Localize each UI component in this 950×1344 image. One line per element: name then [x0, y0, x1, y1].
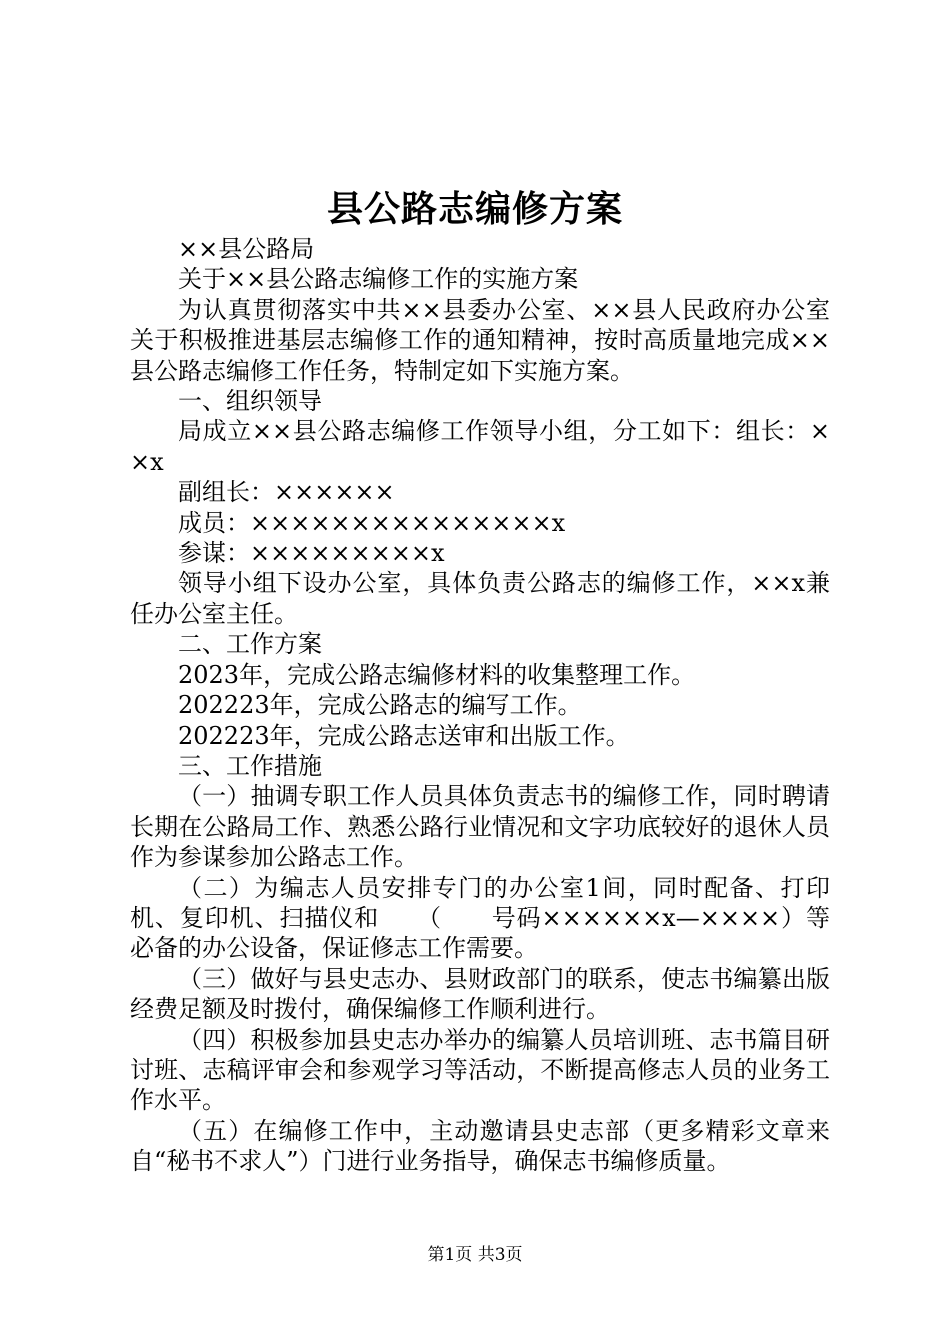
paragraph-plan-step-2: 202223年，完成公路志的编写工作。 [178, 691, 582, 720]
paragraph-intro: 为认真贯彻落实中共××县委办公室、××县人民政府办公室关于积极推进基层志编修工作的通知精神，按时高质量地完成××县公路志编修工作任务，特制定如下实施方案。 [130, 295, 830, 385]
paragraph-measure-3: （三）做好与县史志办、县财政部门的联系，使志书编纂出版经费足额及时拨付，确保编修工作顺利进行。 [130, 964, 830, 1024]
page-number-footer: 第1页 共3页 [427, 1245, 523, 1265]
document-title: 县公路志编修方案 [326, 188, 623, 230]
section-heading-work-plan: 二、工作方案 [178, 630, 322, 659]
paragraph-plan-step-1: 2023年，完成公路志编修材料的收集整理工作。 [178, 660, 696, 689]
paragraph-deputy-leader: 副组长：×××××× [178, 478, 395, 507]
paragraph-measure-2: （二）为编志人员安排专门的办公室1间，同时配备、打印机、复印机、扫描仪和 （ 号码××××××x—××××）等必备的办公设备，保证修志工作需要。 [130, 873, 830, 963]
document-body [130, 234, 830, 1177]
paragraph-members: 成员：×××××××××××××××x [178, 508, 566, 537]
paragraph-office: 领导小组下设办公室，具体负责公路志的编修工作，××x兼任办公室主任。 [130, 569, 830, 628]
paragraph-measure-1: （一）抽调专职工作人员具体负责志书的编修工作，同时聘请长期在公路局工作、熟悉公路行业情况和文字功底较好的退休人员作为参谋参加公路志工作。 [130, 782, 830, 872]
paragraph-subtitle: 关于××县公路志编修工作的实施方案 [178, 265, 579, 294]
paragraph-advisors: 参谋：×××××××××x [178, 539, 445, 568]
section-heading-measures: 三、工作措施 [178, 751, 322, 780]
paragraph-measure-5: （五）在编修工作中，主动邀请县史志部（更多精彩文章来自“秘书不求人”）门进行业务指导，确保志书编修质量。 [130, 1116, 830, 1176]
paragraph-measure-4: （四）积极参加县史志办举办的编纂人员培训班、志书篇目研讨班、志稿评审会和参观学习等活动，不断提高修志人员的业务工作水平。 [130, 1025, 830, 1115]
paragraph-issuer: ××县公路局 [178, 235, 315, 263]
paragraph-plan-step-3: 202223年，完成公路志送审和出版工作。 [178, 721, 630, 750]
section-heading-organization: 一、组织领导 [178, 387, 322, 416]
paragraph-group-leader: 局成立××县公路志编修工作领导小组，分工如下：组长：××x [130, 417, 830, 476]
